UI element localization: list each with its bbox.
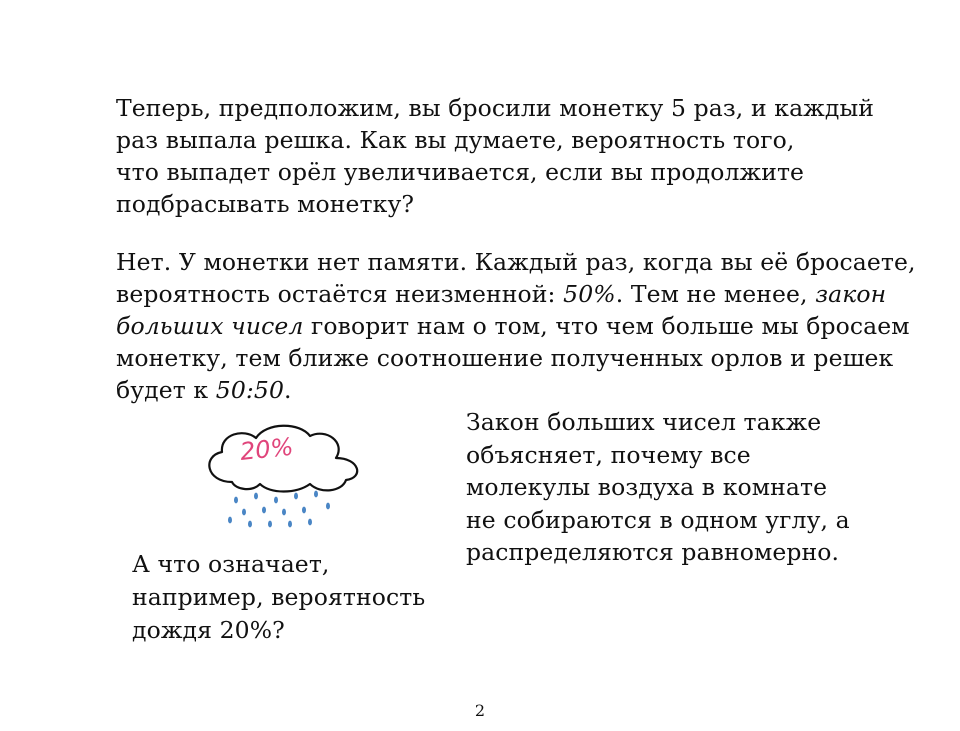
rain-drop	[294, 493, 298, 500]
text-line: не собираются в одном углу, а	[466, 505, 850, 534]
cloud-percent-label: 20%	[238, 432, 295, 467]
text-line: подбрасывать монетку?	[116, 190, 415, 218]
rain-drop	[314, 491, 318, 498]
text-line	[116, 278, 887, 310]
rain-drop	[288, 521, 292, 528]
italic-text: 50:50	[215, 376, 285, 404]
text-line	[116, 310, 910, 342]
rain-drop	[326, 503, 330, 510]
rain-drop	[248, 521, 252, 528]
text-line: А что означает,	[132, 550, 330, 578]
paragraph-air-molecules	[466, 406, 886, 569]
text-line: монетку, тем ближе соотношение полученных орлов и решек	[116, 344, 894, 372]
rain-drop	[254, 493, 258, 500]
text-line: Теперь, предположим, вы бросили монетку 5 раз, и каждый	[116, 94, 875, 122]
page-number: 2	[474, 701, 486, 720]
text-run: говорит нам о том, что чем больше мы бросаем	[303, 312, 910, 340]
rain-drop	[302, 507, 306, 514]
paragraph-coin-question	[116, 92, 876, 220]
italic-text: закон	[815, 280, 887, 308]
paragraph-rain-question	[132, 548, 452, 647]
text-run: . Тем не менее,	[615, 280, 816, 308]
text-run: будет к	[116, 376, 216, 404]
rain-drop	[228, 517, 232, 524]
rain-drop	[308, 519, 312, 526]
text-line: дождя 20%?	[132, 616, 285, 644]
text-line: молекулы воздуха в комнате	[466, 473, 828, 501]
rain-drop	[274, 497, 278, 504]
rain-drop	[262, 507, 266, 514]
rain-cloud-icon	[200, 420, 370, 540]
rain-drop	[234, 497, 238, 504]
italic-text: 50%	[563, 280, 616, 308]
text-line: раз выпала решка. Как вы думаете, вероятность того,	[116, 126, 795, 154]
text-line: Нет. У монетки нет памяти. Каждый раз, когда вы её бросаете,	[116, 248, 916, 276]
rain-drop	[242, 509, 246, 516]
text-run: вероятность остаётся неизменной:	[116, 280, 564, 308]
rain-drops	[228, 491, 330, 528]
text-line: например, вероятность	[132, 583, 426, 611]
text-run: .	[284, 376, 292, 404]
italic-text: больших чисел	[116, 312, 304, 340]
text-line: Закон больших чисел также	[466, 408, 822, 436]
text-line: объясняет, почему все	[466, 440, 751, 469]
rain-drop	[268, 521, 272, 528]
rain-drop	[282, 509, 286, 516]
paragraph-coin-answer	[116, 246, 916, 406]
text-line: распределяются равномерно.	[466, 538, 840, 566]
text-line: что выпадет орёл увеличивается, если вы продолжите	[116, 158, 805, 186]
text-line	[116, 374, 876, 406]
